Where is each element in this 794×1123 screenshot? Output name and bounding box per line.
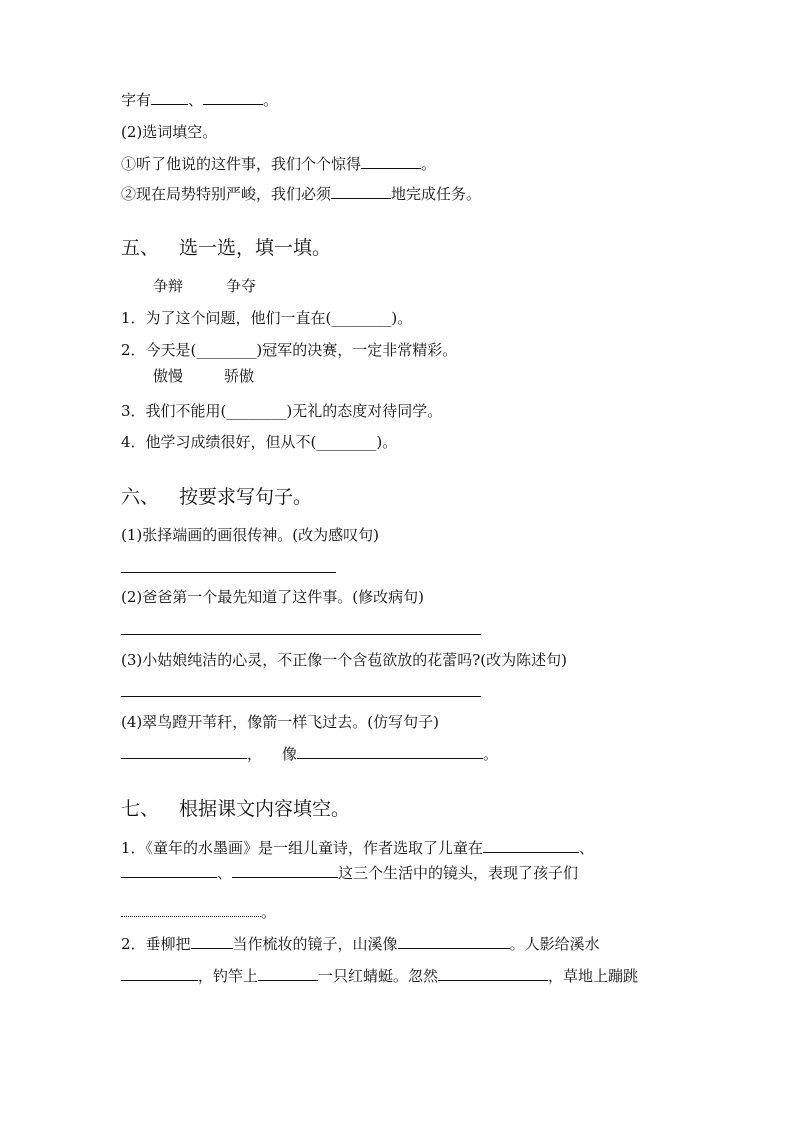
blank[interactable] [297, 744, 483, 759]
section-5-question-4: 4．他学习成绩很好，但从不(________)。 [121, 433, 398, 451]
blank[interactable] [203, 90, 263, 105]
word-option: 傲慢 [153, 367, 184, 385]
blank[interactable] [151, 90, 188, 105]
blank[interactable]: ________ [196, 341, 257, 359]
section-6-question-2: (2)爸爸第一个最先知道了这件事。(修改病句) [121, 588, 424, 606]
section-5-heading: 五、 选一选，填一填。 [121, 237, 332, 259]
answer-line[interactable] [121, 572, 336, 573]
section-7-question-2-line-2: ，钓竿上 一只红蜻蜓。忽然 ，草地上蹦跳 [121, 966, 638, 986]
section-5-question-1: 1．为了这个问题，他们一直在(________)。 [121, 309, 413, 327]
answer-line[interactable] [121, 696, 481, 697]
section-7-heading: 七、 根据课文内容填空。 [121, 798, 351, 820]
word-option: 骄傲 [224, 367, 255, 385]
blank[interactable] [121, 863, 217, 878]
section-7-question-1-line-3: 。 [121, 902, 276, 922]
question-2-item-1: ①听了他说的这件事，我们个个惊得 。 [121, 155, 437, 173]
blank[interactable] [121, 966, 198, 981]
section-5-question-2: 2．今天是(________)冠军的决赛，一定非常精彩。 [121, 341, 458, 359]
section-7-question-1-line-1: 1．《童年的水墨画》是一组儿童诗，作者选取了儿童在 、 [121, 839, 595, 857]
word-option: 争夺 [226, 277, 257, 295]
blank[interactable] [483, 838, 579, 853]
blank[interactable] [258, 966, 318, 981]
word-option: 争辩 [153, 277, 184, 295]
section-7-question-2-line-1: 2．垂柳把 当作梳妆的镜子，山溪像 。人影给溪水 [121, 935, 600, 953]
blank[interactable] [121, 744, 247, 759]
section-6-question-1: (1)张择端画的画很传神。(改为感叹句) [121, 526, 379, 544]
blank[interactable] [121, 902, 261, 917]
blank[interactable] [438, 966, 548, 981]
section-7-question-1-line-2: 、 这三个生活中的镜头，表现了孩子们 [121, 863, 578, 883]
question-2-item-2: ②现在局势特别严峻，我们必须 地完成任务。 [121, 185, 482, 203]
blank[interactable]: ________ [331, 309, 392, 327]
section-6-question-4: (4)翠鸟蹬开苇秆，像箭一样飞过去。(仿写句子) [121, 713, 439, 731]
section-6-heading: 六、 按要求写句子。 [121, 486, 313, 508]
answer-line[interactable] [121, 634, 481, 635]
blank[interactable] [191, 934, 233, 949]
blank[interactable] [232, 863, 338, 878]
blank[interactable]: ________ [316, 433, 377, 451]
line-char-blanks: 字有 、 。 [121, 91, 279, 109]
blank[interactable] [361, 154, 421, 169]
section-6-question-3: (3)小姑娘纯洁的心灵，不正像一个含苞欲放的花蕾吗?(改为陈述句) [121, 651, 567, 669]
blank[interactable] [398, 934, 510, 949]
blank[interactable] [331, 184, 391, 199]
blank[interactable]: ________ [226, 402, 287, 420]
question-2-title: (2)选词填空。 [121, 123, 218, 141]
imitation-sentence-line: ， 像 。 [121, 744, 498, 764]
section-5-question-3: 3．我们不能用(________)无礼的态度对待同学。 [121, 402, 443, 420]
